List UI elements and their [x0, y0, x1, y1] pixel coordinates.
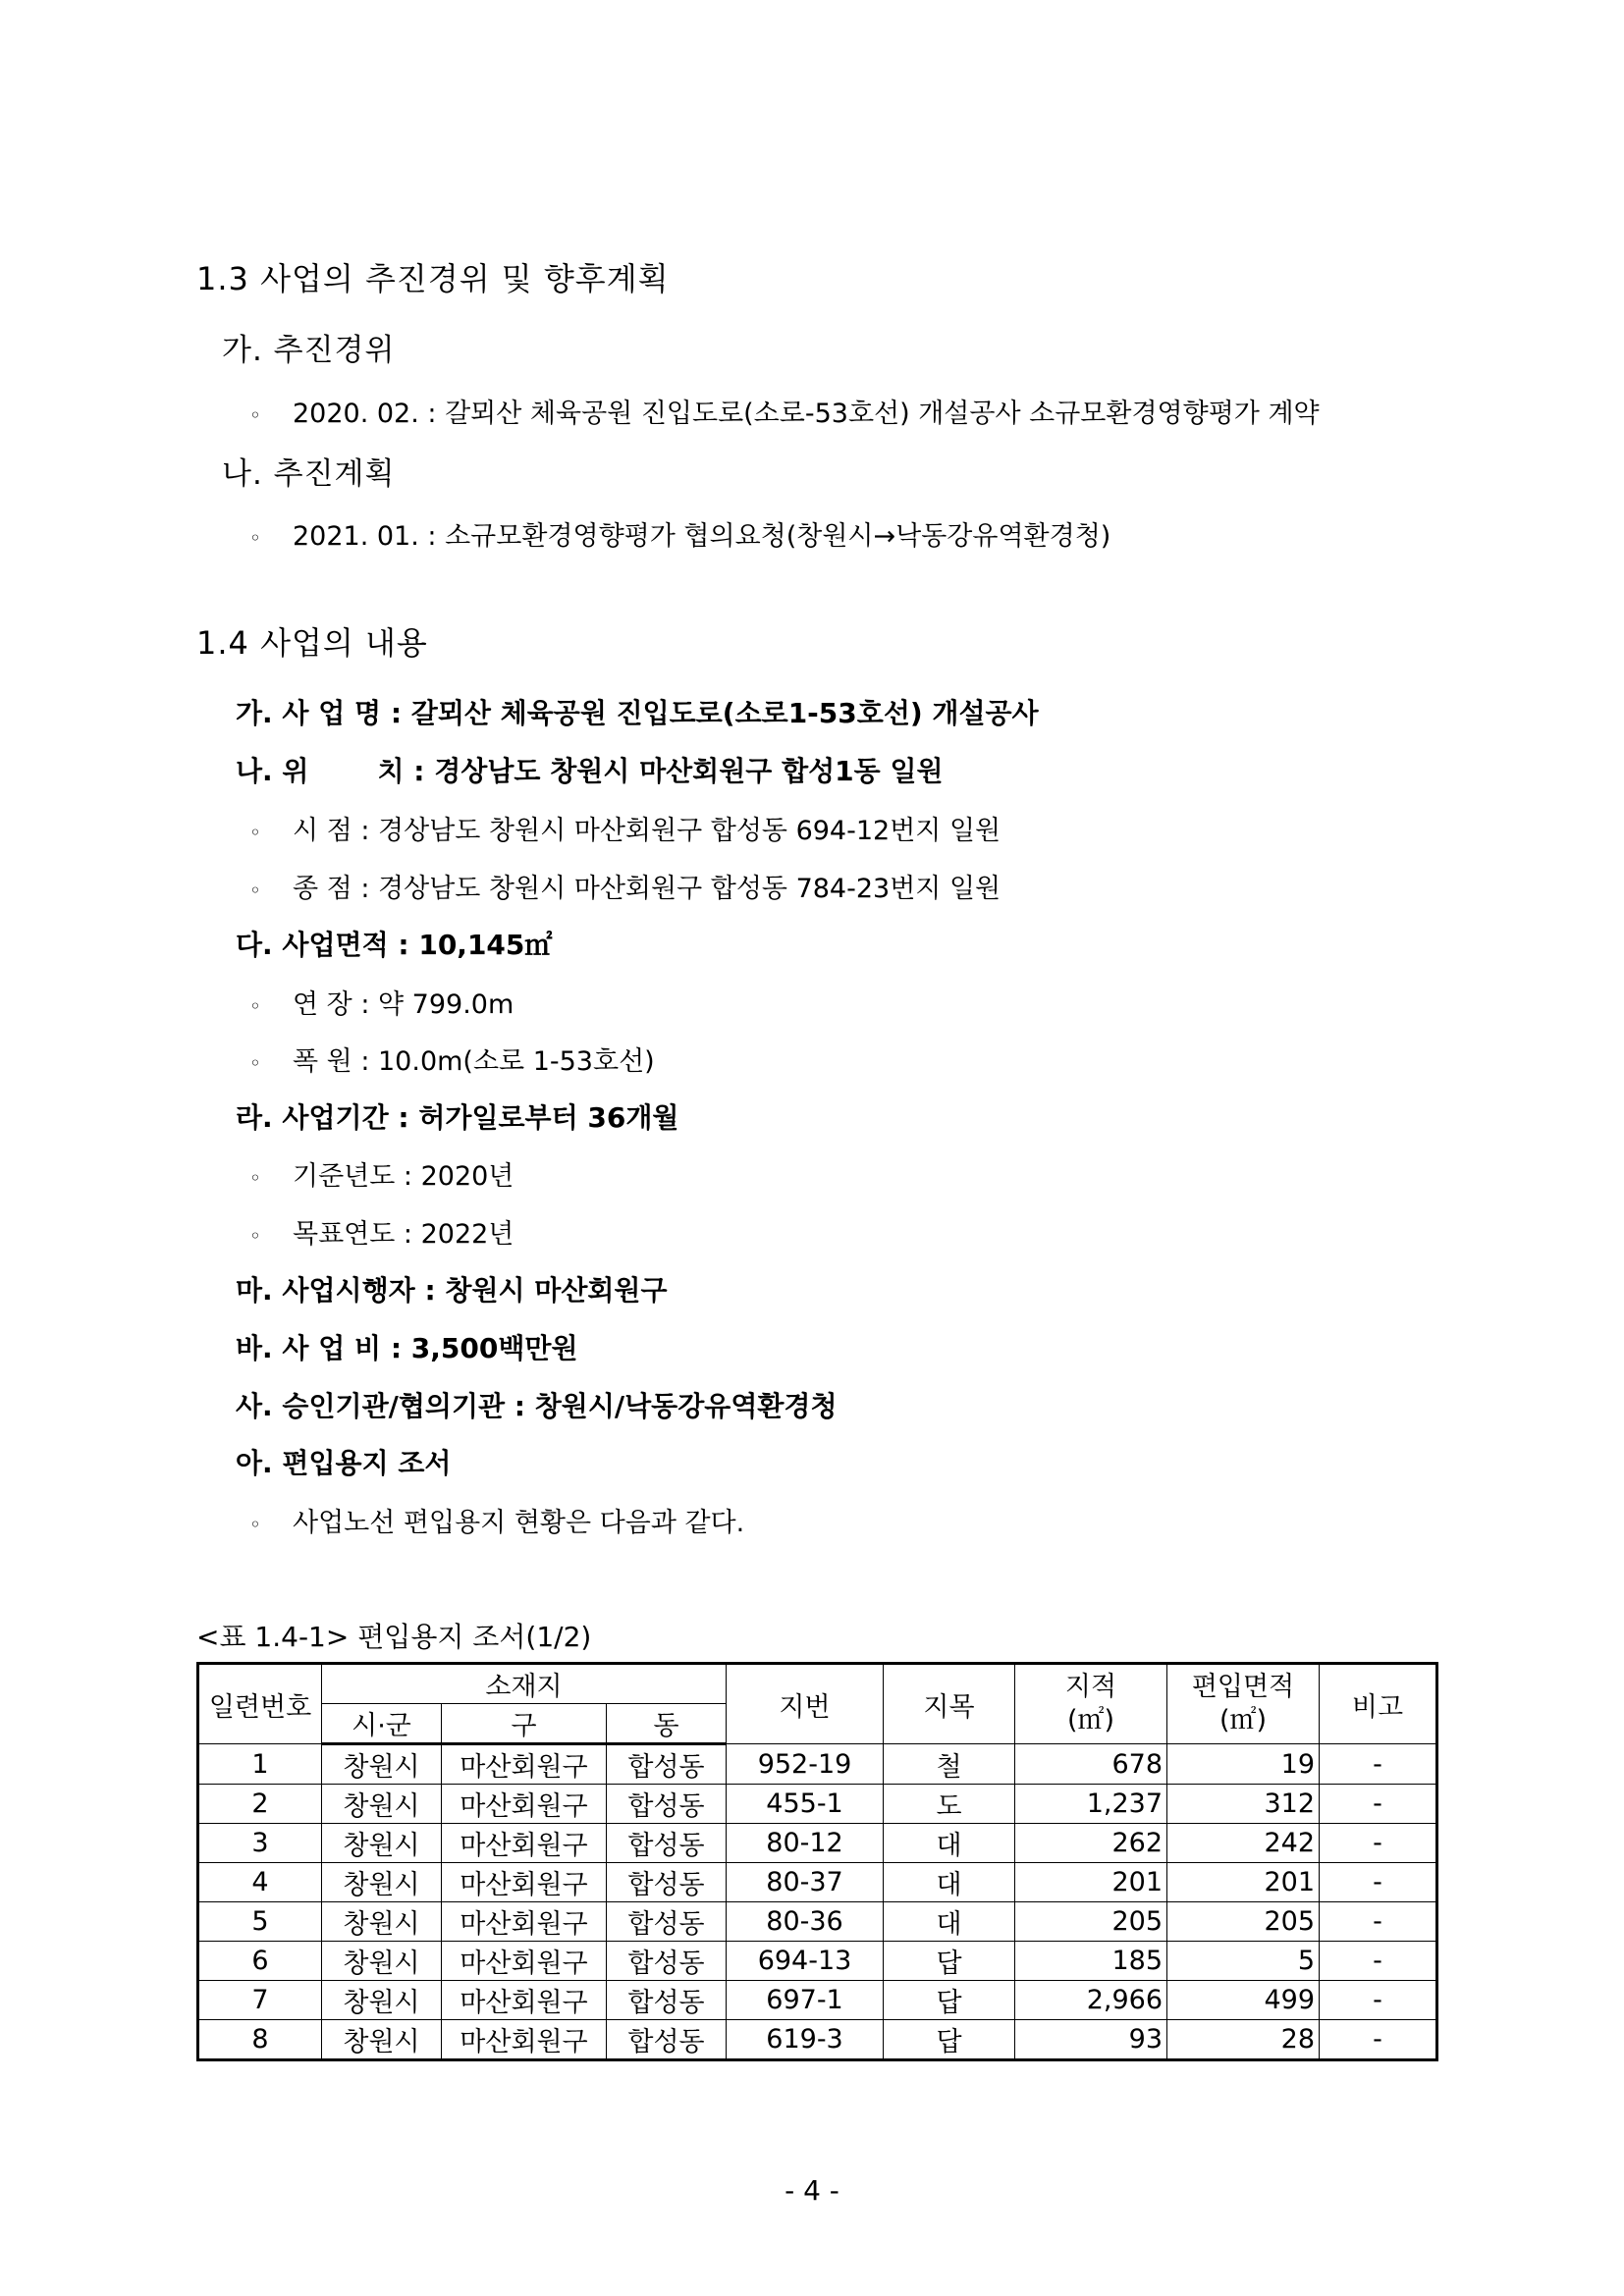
location-value: 경상남도 창원시 마산회원구 합성1동 일원 [434, 755, 944, 787]
cell-dong: 합성동 [607, 1902, 727, 1942]
cell-dong: 합성동 [607, 1824, 727, 1863]
cell-serial: 6 [198, 1942, 322, 1981]
end-point-bullet [249, 867, 1001, 905]
operator-line [236, 1269, 668, 1308]
cell-included-area: 201 [1167, 1863, 1320, 1902]
cell-city: 창원시 [322, 1981, 442, 2020]
cell-dong: 합성동 [607, 1981, 727, 2020]
location-label-prefix: 나. 위 [236, 755, 309, 787]
cell-category: 대 [884, 1863, 1015, 1902]
header-gu: 구 [442, 1704, 607, 1744]
cell-area: 201 [1015, 1863, 1167, 1902]
location-line [236, 750, 944, 789]
length-bullet [249, 983, 514, 1021]
cell-gu: 마산회원구 [442, 1863, 607, 1902]
bullet-symbol: ◦ [249, 1512, 261, 1536]
cell-gu: 마산회원구 [442, 1942, 607, 1981]
cost-line [236, 1327, 578, 1366]
colon: : [424, 1274, 436, 1307]
cell-category: 답 [884, 1942, 1015, 1981]
cell-lot: 80-36 [727, 1902, 884, 1942]
header-area [1015, 1664, 1167, 1744]
land-text: 사업노선 편입용지 현황은 다음과 같다. [293, 1508, 745, 1538]
cell-category: 대 [884, 1902, 1015, 1942]
agency-value: 창원시/낙동강유역환경청 [534, 1390, 838, 1422]
area-value: 10,145㎡ [418, 929, 553, 961]
length-text: 연 장 : 약 799.0m [293, 989, 514, 1020]
land-bullet [249, 1501, 744, 1539]
header-serial: 일련번호 [198, 1664, 322, 1744]
cell-lot: 80-12 [727, 1824, 884, 1863]
cell-category: 답 [884, 2020, 1015, 2060]
cell-category: 대 [884, 1824, 1015, 1863]
cell-city: 창원시 [322, 1785, 442, 1824]
cell-included-area: 5 [1167, 1942, 1320, 1981]
cell-city: 창원시 [322, 1902, 442, 1942]
end-point-text: 종 점 : 경상남도 창원시 마산회원구 합성동 784-23번지 일원 [293, 874, 1001, 904]
area-line [236, 924, 552, 963]
land-table [196, 1662, 1438, 2061]
cell-serial: 2 [198, 1785, 322, 1824]
bullet-symbol: ◦ [249, 525, 261, 550]
cell-category: 도 [884, 1785, 1015, 1824]
header-included-unit: (㎡) [1218, 1705, 1268, 1735]
cell-included-area: 312 [1167, 1785, 1320, 1824]
cell-category: 철 [884, 1744, 1015, 1785]
cell-area: 1,237 [1015, 1785, 1167, 1824]
cell-serial: 3 [198, 1824, 322, 1863]
bullet-symbol: ◦ [249, 820, 261, 844]
header-area-top: 지적 [1064, 1672, 1117, 1702]
table-row [198, 1981, 1437, 2020]
table-body [198, 1744, 1437, 2060]
width-text: 폭 원 : 10.0m(소로 1-53호선) [293, 1046, 655, 1077]
cell-included-area: 19 [1167, 1744, 1320, 1785]
cell-gu: 마산회원구 [442, 1981, 607, 2020]
header-dong: 동 [607, 1704, 727, 1744]
section-1-4-title: 1.4 사업의 내용 [196, 624, 428, 662]
plan-bullet [249, 514, 1110, 553]
cell-dong: 합성동 [607, 1942, 727, 1981]
progress-text: 2020. 02. : 갈뫼산 체육공원 진입도로(소로-53호선) 개설공사 소규모환경영향평가 계약 [293, 399, 1320, 429]
cell-lot: 80-37 [727, 1863, 884, 1902]
cell-note: - [1320, 1744, 1437, 1785]
bullet-symbol: ◦ [249, 402, 261, 427]
land-line [236, 1442, 451, 1481]
cell-city: 창원시 [322, 1824, 442, 1863]
progress-bullet [249, 392, 1320, 430]
section-1-3-title: 1.3 사업의 추진경위 및 향후계획 [196, 260, 670, 297]
cell-included-area: 242 [1167, 1824, 1320, 1863]
table-header-row [198, 1664, 1437, 1704]
cell-city: 창원시 [322, 1744, 442, 1785]
cell-category: 답 [884, 1981, 1015, 2020]
base-year-bullet [249, 1154, 514, 1193]
period-value: 허가일로부터 36개월 [418, 1101, 679, 1134]
cell-city: 창원시 [322, 1863, 442, 1902]
header-note: 비고 [1320, 1664, 1437, 1744]
start-point-bullet [249, 809, 1001, 847]
cell-dong: 합성동 [607, 2020, 727, 2060]
cell-area: 262 [1015, 1824, 1167, 1863]
cell-lot: 697-1 [727, 1981, 884, 2020]
cell-note: - [1320, 2020, 1437, 2060]
table-row [198, 1824, 1437, 1863]
cell-gu: 마산회원구 [442, 1785, 607, 1824]
location-label-suffix: 치 [377, 755, 405, 787]
cell-serial: 1 [198, 1744, 322, 1785]
header-lot: 지번 [727, 1664, 884, 1744]
colon: : [514, 1390, 525, 1422]
cell-note: - [1320, 1785, 1437, 1824]
colon: : [390, 697, 403, 729]
cell-dong: 합성동 [607, 1744, 727, 1785]
header-category: 지목 [884, 1664, 1015, 1744]
cell-note: - [1320, 1863, 1437, 1902]
header-included-area [1167, 1664, 1320, 1744]
cell-gu: 마산회원구 [442, 2020, 607, 2060]
bullet-symbol: ◦ [249, 878, 261, 902]
header-included-top: 편입면적 [1191, 1672, 1295, 1702]
cell-serial: 8 [198, 2020, 322, 2060]
table-row [198, 1902, 1437, 1942]
bullet-symbol: ◦ [249, 1050, 261, 1075]
cell-note: - [1320, 1981, 1437, 2020]
cell-included-area: 205 [1167, 1902, 1320, 1942]
project-name-line [236, 692, 1039, 731]
header-city: 시·군 [322, 1704, 442, 1744]
operator-value: 창원시 마산회원구 [445, 1274, 668, 1307]
cell-note: - [1320, 1902, 1437, 1942]
cell-lot: 619-3 [727, 2020, 884, 2060]
project-name-label: 가. 사 업 명 [236, 697, 382, 729]
cell-note: - [1320, 1824, 1437, 1863]
bullet-symbol: ◦ [249, 993, 261, 1018]
table-row [198, 1744, 1437, 1785]
page-number: - 4 - [785, 2174, 839, 2207]
period-label: 라. 사업기간 [236, 1101, 389, 1134]
cell-dong: 합성동 [607, 1785, 727, 1824]
cell-area: 93 [1015, 2020, 1167, 2060]
cell-area: 205 [1015, 1902, 1167, 1942]
area-label: 다. 사업면적 [236, 929, 389, 961]
cell-serial: 4 [198, 1863, 322, 1902]
agency-line [236, 1385, 838, 1424]
cost-value: 3,500백만원 [410, 1332, 578, 1364]
target-year-text: 목표연도 : 2022년 [293, 1219, 514, 1250]
cell-note: - [1320, 1942, 1437, 1981]
table-row [198, 1863, 1437, 1902]
cell-area: 2,966 [1015, 1981, 1167, 2020]
colon: : [398, 929, 409, 961]
cell-included-area: 499 [1167, 1981, 1320, 2020]
base-year-text: 기준년도 : 2020년 [293, 1161, 514, 1192]
bullet-symbol: ◦ [249, 1165, 261, 1190]
cell-gu: 마산회원구 [442, 1744, 607, 1785]
cell-lot: 455-1 [727, 1785, 884, 1824]
land-label: 아. 편입용지 조서 [236, 1447, 452, 1479]
table-caption: <표 1.4-1> 편입용지 조서(1/2) [196, 1621, 592, 1653]
cell-gu: 마산회원구 [442, 1824, 607, 1863]
agency-label: 사. 승인기관/협의기관 [236, 1390, 506, 1422]
table-row [198, 1785, 1437, 1824]
plan-text: 2021. 01. : 소규모환경영향평가 협의요청(창원시→낙동강유역환경청) [293, 521, 1111, 552]
width-bullet [249, 1040, 655, 1078]
colon: : [398, 1101, 409, 1134]
header-area-unit: (㎡) [1066, 1705, 1115, 1735]
cell-serial: 5 [198, 1902, 322, 1942]
project-name-value: 갈뫼산 체육공원 진입도로(소로1-53호선) 개설공사 [410, 697, 1039, 729]
colon: : [413, 755, 425, 787]
target-year-bullet [249, 1212, 514, 1251]
start-point-text: 시 점 : 경상남도 창원시 마산회원구 합성동 694-12번지 일원 [293, 816, 1001, 846]
cell-serial: 7 [198, 1981, 322, 2020]
cell-area: 678 [1015, 1744, 1167, 1785]
table-row [198, 2020, 1437, 2060]
cost-label: 바. 사 업 비 [236, 1332, 382, 1364]
cell-city: 창원시 [322, 2020, 442, 2060]
operator-label: 마. 사업시행자 [236, 1274, 415, 1307]
bullet-symbol: ◦ [249, 1223, 261, 1248]
cell-lot: 694-13 [727, 1942, 884, 1981]
colon: : [390, 1332, 403, 1364]
cell-included-area: 28 [1167, 2020, 1320, 2060]
cell-dong: 합성동 [607, 1863, 727, 1902]
subsection-plan-title: 나. 추진계획 [222, 456, 396, 492]
cell-gu: 마산회원구 [442, 1902, 607, 1942]
subsection-progress-title: 가. 추진경위 [222, 333, 396, 368]
cell-city: 창원시 [322, 1942, 442, 1981]
header-location: 소재지 [322, 1664, 727, 1704]
table-row [198, 1942, 1437, 1981]
period-line [236, 1096, 678, 1136]
cell-area: 185 [1015, 1942, 1167, 1981]
cell-lot: 952-19 [727, 1744, 884, 1785]
